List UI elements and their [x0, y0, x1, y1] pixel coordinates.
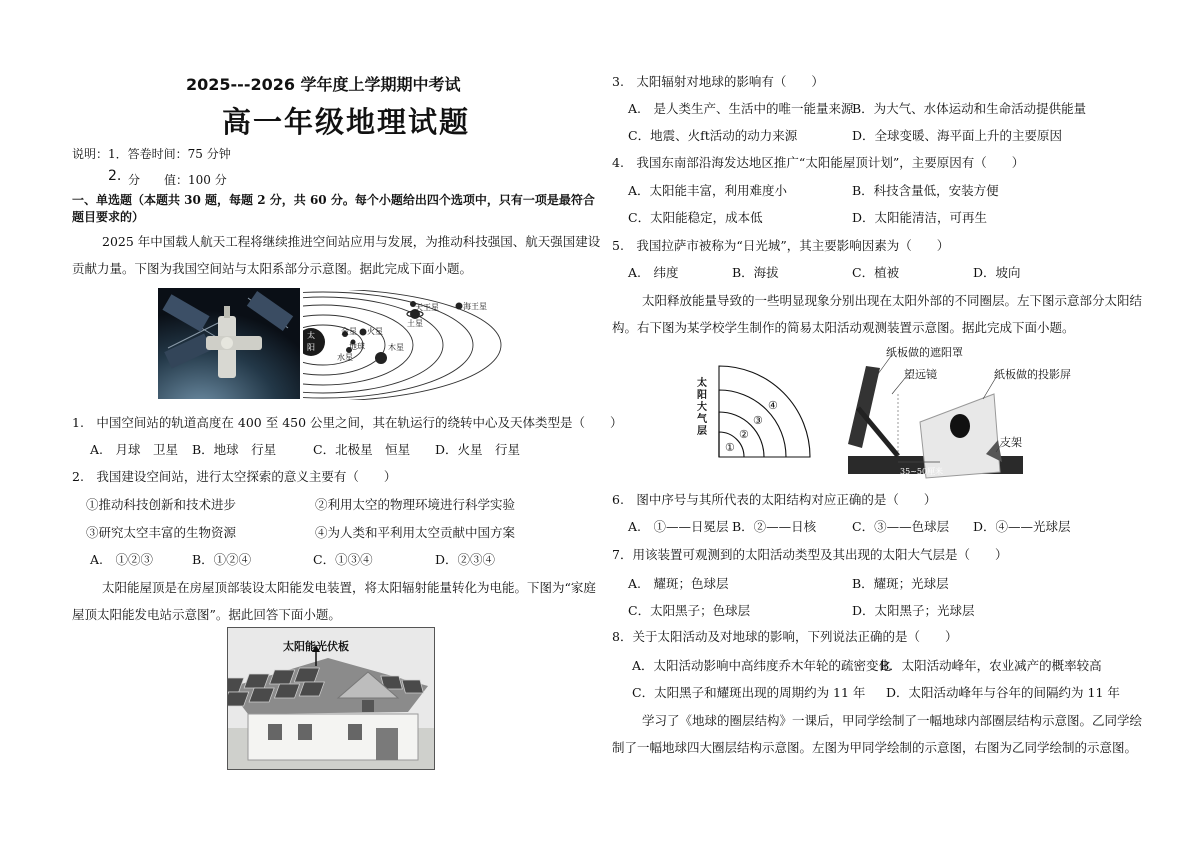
question-1-stem: 1. 中国空间站的轨道高度在 400 至 450 公里之间，其在轨运行的绕转中心及天体类型是（ ） — [72, 415, 623, 430]
question-8-option-c: C．太阳黑子和耀斑出现的周期约为 11 年 — [632, 685, 866, 700]
passage-solar-structure-cont: 构。右下图为某学校学生制作的简易太阳活动观测装置示意图。据此完成下面小题。 — [612, 320, 1075, 335]
question-3-option-c: C．地震、火ft活动的动力来源 — [628, 128, 798, 143]
question-3-option-d: D．全球变暖、海平面上升的主要原因 — [852, 128, 1063, 143]
question-5-option-b: B．海拔 — [732, 265, 779, 280]
question-1-option-d: D．火星 行星 — [435, 442, 521, 457]
telescope-label: 望远镜 — [904, 368, 937, 381]
earth-label: 地球 — [349, 342, 365, 351]
sun-label-1: 太 — [307, 331, 315, 340]
passage-solar-roof-cont: 屋顶太阳能发电站示意图”。据此回答下面小题。 — [72, 607, 341, 622]
layer-number-2: ② — [739, 428, 749, 441]
section-heading: 一、单选题（本题共 30 题，每题 2 分，共 60 分。每个小题给出四个选项中，只有一项是最符合 — [72, 193, 595, 207]
question-7-option-c: C．太阳黑子；色球层 — [628, 603, 751, 618]
question-1-option-b: B．地球 行星 — [192, 442, 277, 457]
layer-number-4: ④ — [768, 399, 778, 412]
question-5-option-c: C．植被 — [852, 265, 900, 280]
stand-label: 支架 — [1000, 436, 1022, 449]
note-score: 分 值：100 分 — [128, 173, 227, 187]
uranus-label: 天王星 — [415, 303, 439, 312]
question-4-option-c: C．太阳能稳定，成本低 — [628, 210, 763, 225]
question-4-option-a: A．太阳能丰富，利用难度小 — [628, 183, 788, 198]
solar-system-diagram — [303, 290, 503, 400]
question-5-stem: 5. 我国拉萨市被称为“日光城”，其主要影响因素为（ ） — [612, 238, 950, 253]
question-8-option-a: A．太阳活动影响中高纬度乔木年轮的疏密变化 — [632, 658, 892, 673]
section-heading-cont: 题目要求的） — [72, 210, 145, 224]
layer-number-1: ① — [725, 441, 735, 454]
saturn-label: 土星 — [407, 319, 423, 328]
question-4-option-d: D．太阳能清洁，可再生 — [852, 210, 988, 225]
question-5-option-d: D．坡向 — [973, 265, 1021, 280]
question-7-stem: 7．用该装置可观测到的太阳活动类型及其出现的太阳大气层是（ ） — [612, 547, 1008, 562]
question-7-option-a: A. 耀斑；色球层 — [628, 576, 729, 591]
solar-observation-device-figure — [848, 344, 1098, 480]
layer-number-3: ③ — [753, 414, 763, 427]
question-7-option-b: B．耀斑；光球层 — [852, 576, 949, 591]
question-2-item-3: ③研究太空丰富的生物资源 — [86, 525, 237, 540]
note-number: 2. — [108, 168, 122, 184]
question-2-option-b: B．①②④ — [192, 552, 252, 567]
question-6-option-b: B．②——日核 — [732, 519, 817, 534]
solar-roof-house-figure — [227, 627, 435, 770]
passage-solar-structure: 太阳释放能量导致的一些明显现象分别出现在太阳外部的不同圈层。左下图示意部分太阳结 — [642, 293, 1143, 308]
jupiter-label: 木星 — [388, 343, 404, 352]
question-3-option-b: B．为大气、水体运动和生命活动提供能量 — [852, 101, 1087, 116]
question-1-option-a: A. 月球 卫星 — [90, 442, 179, 457]
question-2-item-1: ①推动科技创新和技术进步 — [86, 497, 237, 512]
mars-label: 火星 — [367, 327, 383, 336]
question-6-option-d: D．④——光球层 — [973, 519, 1071, 534]
passage-solar-roof: 太阳能屋顶是在房屋顶部装设太阳能发电装置，将太阳辐射能量转化为电能。下图为“家庭 — [102, 580, 596, 595]
question-6-option-c: C．③——色球层 — [852, 519, 950, 534]
question-2-option-a: A. ①②③ — [90, 552, 154, 567]
question-4-stem: 4. 我国东南部沿海发达地区推广“太阳能屋顶计划”，主要原因有（ ） — [612, 155, 1025, 170]
question-7-option-d: D．太阳黑子；光球层 — [852, 603, 975, 618]
intro-paragraph-cont: 贡献力量。下图为我国空间站与太阳系部分示意图。据此完成下面小题。 — [72, 261, 473, 276]
question-4-option-b: B．科技含量低，安装方便 — [852, 183, 999, 198]
question-2-item-2: ②利用太空的物理环境进行科学实验 — [315, 497, 516, 512]
question-2-option-c: C．①③④ — [313, 552, 373, 567]
space-station-photo — [158, 288, 300, 399]
pv-panel-label: 太阳能光伏板 — [283, 640, 349, 653]
question-3-stem: 3. 太阳辐射对地球的影响有（ ） — [612, 74, 824, 89]
solar-atmosphere-layers-figure — [695, 362, 817, 460]
note-time: 说明：1．答卷时间：75 分钟 — [72, 147, 231, 161]
passage-earth-layers-cont: 制了一幅地球四大圈层结构示意图。左图为甲同学绘制的示意图，右图为乙同学绘制的示意图。 — [612, 740, 1138, 755]
question-2-item-4: ④为人类和平利用太空贡献中国方案 — [315, 525, 516, 540]
question-5-option-a: A. 纬度 — [628, 265, 679, 280]
question-8-stem: 8．关于太阳活动及对地球的影响，下列说法正确的是（ ） — [612, 629, 958, 644]
distance-label: 35~50厘米 — [900, 467, 944, 476]
exam-title: 2025---2026 学年度上学期期中考试 — [186, 75, 461, 94]
solar-atmosphere-side-label: 太 阳 大 气 层 — [697, 378, 707, 437]
sun-label-2: 阳 — [307, 343, 315, 352]
question-6-option-a: A. ①——日冕层 — [628, 519, 729, 534]
question-2-stem: 2. 我国建设空间站，进行太空探索的意义主要有（ ） — [72, 469, 397, 484]
question-6-stem: 6. 图中序号与其所代表的太阳结构对应正确的是（ ） — [612, 492, 937, 507]
shade-label: 纸板做的遮阳罩 — [886, 346, 963, 359]
question-2-option-d: D．②③④ — [435, 552, 496, 567]
mercury-label: 水星 — [337, 353, 353, 362]
question-8-option-b: B．太阳活动峰年，农业减产的概率较高 — [880, 658, 1102, 673]
intro-paragraph: 2025 年中国载人航天工程将继续推进空间站应用与发展，为推动科技强国、航天强国建设 — [102, 234, 601, 249]
question-8-option-d: D．太阳活动峰年与谷年的间隔约为 11 年 — [886, 685, 1120, 700]
subject-title: 高一年级地理试题 — [222, 105, 471, 139]
neptune-label: 海王星 — [463, 302, 487, 311]
question-3-option-a: A. 是人类生产、生活中的唯一能量来源 — [628, 101, 854, 116]
passage-earth-layers: 学习了《地球的圈层结构》一课后，甲同学绘制了一幅地球内部圈层结构示意图。乙同学绘 — [642, 713, 1143, 728]
question-1-option-c: C．北极星 恒星 — [313, 442, 411, 457]
projection-screen-label: 纸板做的投影屏 — [994, 368, 1071, 381]
venus-label: 金星 — [341, 327, 357, 336]
